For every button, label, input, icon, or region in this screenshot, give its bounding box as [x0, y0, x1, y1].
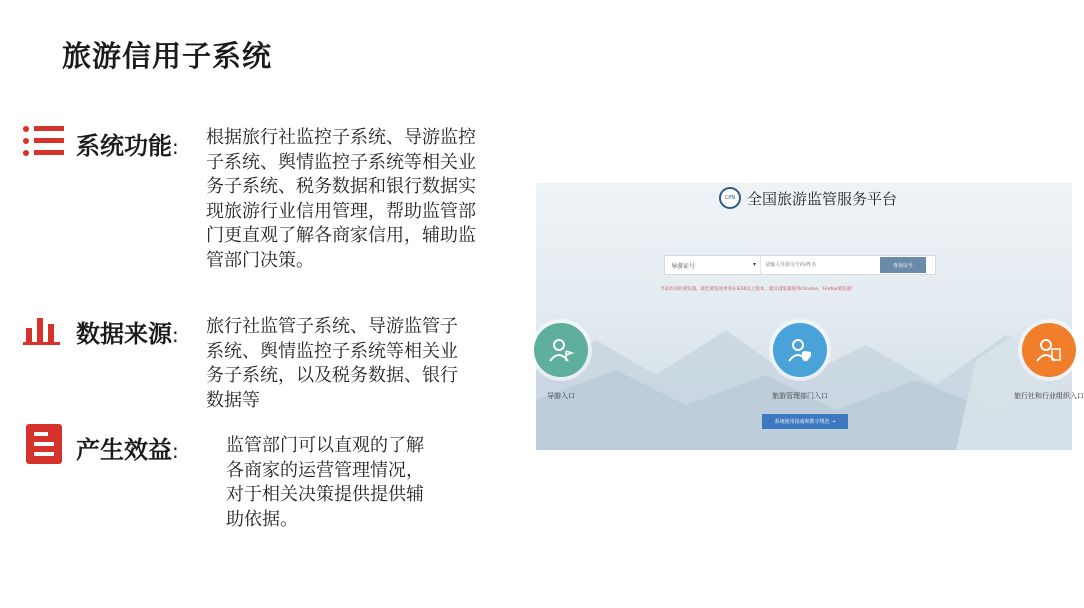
bar-chart-icon: [22, 312, 66, 346]
list-icon: [22, 124, 66, 158]
platform-title: 全国旅游监管服务平台: [747, 189, 898, 208]
browser-notice: 当前访问的浏览器，最佳浏览效果请在IE10以上版本，建议浏览器使用Chrome、Firefox浏览器！: [660, 287, 856, 292]
platform-screenshot: [536, 183, 1084, 450]
portal-tourism-admin[interactable]: [772, 323, 828, 401]
section-heading: 产生效益:: [76, 436, 179, 464]
portal-agency[interactable]: [1014, 323, 1084, 401]
platform-logo-icon: CPN: [719, 187, 741, 209]
section-body: 根据旅行社监控子系统、导游监控 子系统、舆情监控子系统等相关业 务子系统、税务数据和银行数据实 现旅游行业信用管理，帮助监管部 门更直观了解各商家信用，辅助监 管部门决策。: [206, 127, 476, 271]
search-button[interactable]: 查询证号: [880, 257, 926, 273]
section-heading: 数据来源:: [76, 320, 179, 348]
portal-label: 导游入口: [547, 392, 575, 400]
search-type-select[interactable]: 导游证号 ▾: [665, 256, 761, 274]
person-document-icon: [1022, 323, 1076, 377]
portal-guide[interactable]: [534, 323, 588, 401]
portal-label: 旅游管理部门入口: [772, 392, 828, 400]
chevron-down-icon: ▾: [752, 261, 756, 268]
guide-button[interactable]: 系统使用指南和数字规范 →: [762, 414, 848, 429]
slide-title: 旅游信用子系统: [62, 39, 273, 73]
platform-header: [719, 187, 897, 209]
person-flag-icon: [534, 323, 588, 377]
section-body: 旅行社监管子系统、导游监管子 系统、舆情监控子系统等相关业 务子系统，以及税务数据、银行 数据等: [206, 316, 458, 411]
portal-label: 旅行社和行业组织入口: [1014, 392, 1084, 400]
document-icon: [22, 424, 66, 464]
section-heading: 系统功能:: [76, 132, 179, 160]
section-body: 监管部门可以直观的了解 各商家的运营管理情况， 对于相关决策提供提供辅 助依据。: [226, 435, 424, 530]
person-shield-icon: [773, 323, 827, 377]
